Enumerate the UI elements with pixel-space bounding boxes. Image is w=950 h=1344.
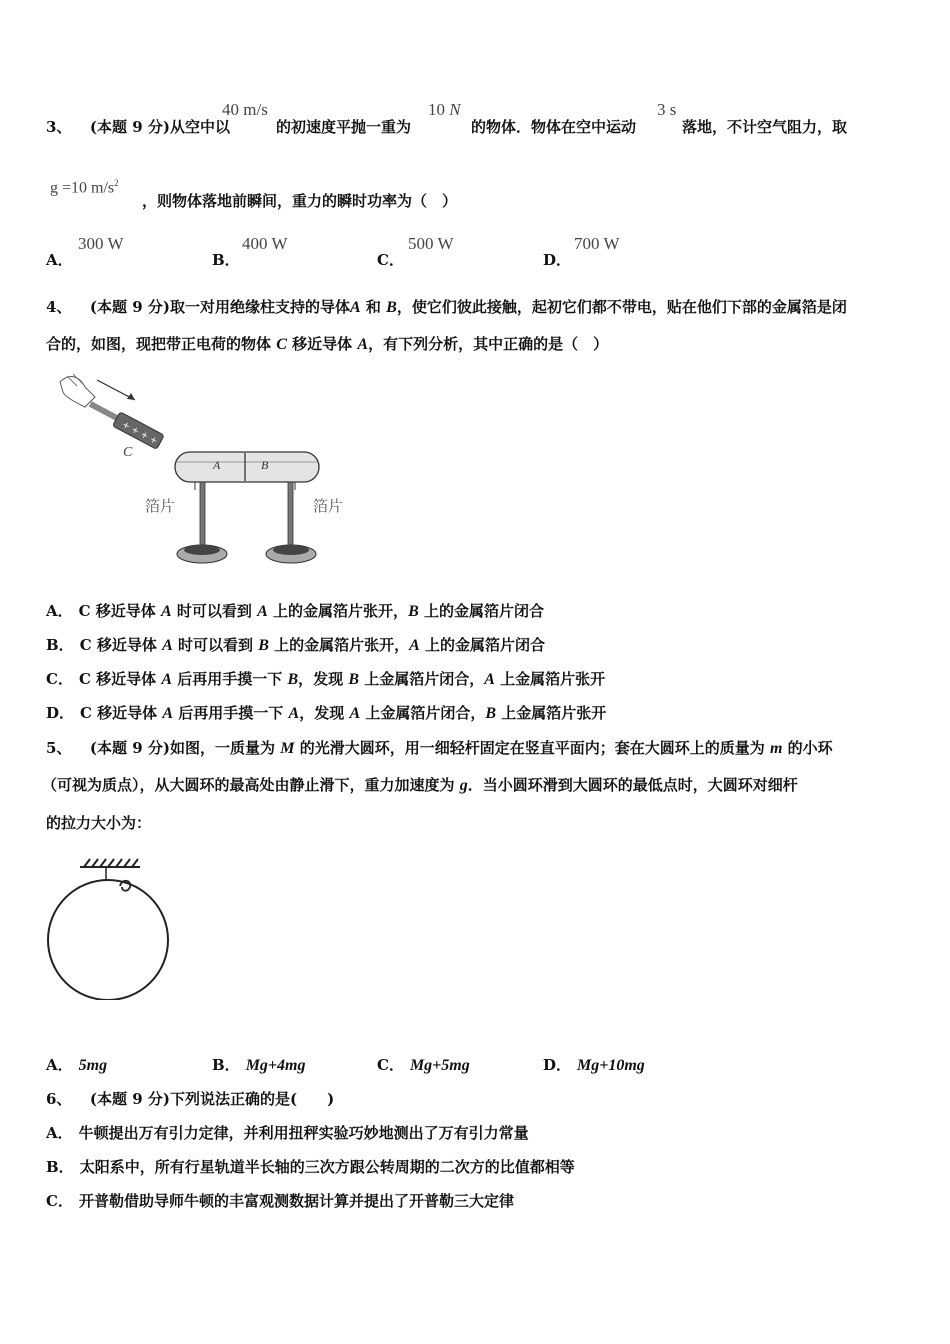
q3-g-value: g =10 m/s [50, 179, 115, 197]
q6-text-1: 下列说法正确的是( ) [169, 1090, 335, 1108]
q5-var-m: m [769, 740, 783, 757]
q5-option-b [212, 1054, 305, 1075]
q5-figure-ring [40, 850, 190, 1000]
q6-option-a-text: 牛顿提出万有引力定律，并利用扭秤实验巧妙地测出了万有引力常量 [78, 1124, 529, 1142]
q3-number: 3、 [46, 118, 72, 136]
q5-text-4: （可视为质点），从大圆环的最高处由静止滑下，重力加速度为 [42, 776, 455, 794]
q4-text-1: 取一对用绝缘柱支持的导体 [169, 298, 350, 316]
q4-option-c-part: 上金属箔片闭合， [359, 670, 485, 688]
q6-option-c [46, 1190, 514, 1211]
q4-option-a-label: A． [46, 602, 73, 620]
q4-option-a-part: 时可以看到 [171, 602, 258, 620]
q4-option-a-part: 上的金属箔片张开， [267, 602, 409, 620]
q4-option-a-var: B [408, 603, 419, 620]
q4-option-d-var: B [485, 705, 497, 722]
q4-option-b-var: A [409, 637, 420, 654]
q4-option-b-var: B [258, 637, 269, 654]
q4-var-a: A [350, 299, 361, 316]
q4-option-b-part: 时可以看到 [172, 636, 259, 654]
q4-option-c-part: 后再用手摸一下 [172, 670, 288, 688]
q4-text-2: 和 [365, 298, 381, 316]
q3-text-2: 的初速度平抛一重为 [276, 118, 412, 136]
q3-option-c-value: 500 W [408, 234, 454, 253]
q5-option-a-label: A． [46, 1056, 73, 1074]
q4-option-c-part: ，发现 [298, 670, 349, 688]
fig-label-c: C [123, 445, 133, 460]
q4-line-1 [46, 296, 847, 317]
q5-option-d-value: Mg+10mg [577, 1057, 645, 1074]
conductor-body [175, 452, 319, 482]
q5-option-d [543, 1054, 645, 1075]
fig-label-foil-left: 箔片 [145, 497, 176, 515]
q4-option-d-part: ，发现 [299, 704, 350, 722]
q4-text-3: ，使它们彼此接触，起初它们都不带电，贴在他们下部的金属箔是闭 [396, 298, 847, 316]
q4-option-d-part: 上金属箔片张开 [496, 704, 607, 722]
q5-line-3: 的拉力大小为： [46, 814, 152, 832]
q3-option-a-value: 300 W [78, 234, 124, 253]
q3-option-b-value: 400 W [242, 234, 288, 253]
svg-text:+ + + +: + + + + [120, 419, 159, 447]
q5-text-1: 如图，一质量为 [169, 739, 275, 757]
hand-icon [60, 377, 95, 407]
q5-line-2 [42, 774, 798, 795]
q5-text-5: ．当小圆环滑到大圆环的最低点时，大圆环对细杆 [467, 776, 798, 794]
q3-option-a-label: A． [46, 251, 73, 269]
q5-option-c-label: C． [377, 1056, 404, 1074]
q4-option-d-var: A [162, 705, 174, 722]
q3-text-4: 落地，不计空气阻力，取 [682, 118, 848, 136]
q3-line-1 [46, 116, 230, 137]
q6-score: (本题 9 分) [89, 1090, 170, 1108]
q4-var-c: C [276, 336, 287, 353]
q4-option-b-var: A [162, 637, 173, 654]
q4-option-a-part: C 移近导体 [78, 602, 162, 620]
q5-var-g: g [459, 777, 468, 794]
q3-option-c-label: C． [377, 251, 404, 269]
q4-option-c-label: C． [46, 670, 73, 688]
q6-option-b-label: B． [46, 1158, 74, 1176]
q6-option-a-label: A． [46, 1124, 73, 1142]
q6-option-b [46, 1156, 575, 1177]
q6-option-a [46, 1122, 529, 1143]
q3-score: (本题 9 分) [89, 118, 170, 136]
q4-var-b: B [386, 299, 397, 316]
q4-option-d-var: A [349, 705, 361, 722]
q3-formula-g [50, 178, 119, 197]
q4-option-b-part: 上的金属箔片张开， [268, 636, 410, 654]
q4-number: 4、 [46, 298, 72, 316]
q6-option-b-text: 太阳系中，所有行星轨道半长轴的三次方跟公转周期的二次方的比值都相等 [79, 1158, 575, 1176]
q6-line-1 [46, 1088, 334, 1109]
q5-number: 5、 [46, 739, 72, 757]
q4-option-c-var: A [161, 671, 173, 688]
q5-var-M: M [280, 740, 295, 757]
q5-score: (本题 9 分) [89, 739, 170, 757]
q4-option-b-part: 上的金属箔片闭合 [419, 636, 546, 654]
q3-option-d-label: D． [543, 251, 572, 269]
q3-option-d-value: 700 W [574, 234, 620, 253]
q6-number: 6、 [46, 1090, 72, 1108]
q5-option-d-label: D． [543, 1056, 572, 1074]
q4-option-d-var: A [288, 705, 300, 722]
charged-rod-c [86, 398, 164, 450]
q4-option-a-part: 上的金属箔片闭合 [418, 602, 544, 620]
q4-text-5: 移近导体 [292, 335, 353, 353]
fig-label-b: B [261, 458, 269, 472]
q5-text-3: 的小环 [787, 739, 833, 757]
q3-weight-value: 10 [428, 100, 445, 119]
q4-option-a-var: A [161, 603, 172, 620]
q4-figure-conductors [55, 372, 355, 587]
q5-line-1 [46, 737, 833, 758]
q4-option-c-part: 上金属箔片张开 [494, 670, 606, 688]
q3-text-3: 的物体．物体在空中运动 [471, 118, 637, 136]
q4-option-c-var: B [287, 671, 299, 688]
q5-option-c-value: Mg+5mg [409, 1057, 470, 1074]
q3-option-b-label: B． [212, 251, 240, 269]
q5-option-c [377, 1054, 470, 1075]
q6-option-c-label: C． [46, 1192, 73, 1210]
q3-text-5: ，则物体落地前瞬间，重力的瞬时功率为（ ） [142, 192, 458, 210]
large-ring [48, 880, 168, 1000]
q4-option-c-part: C 移近导体 [78, 670, 162, 688]
q4-text-4: 合的，如图，现把带正电荷的物体 [46, 335, 272, 353]
q4-line-2 [46, 333, 608, 354]
q3-text-1: 从空中以 [169, 118, 230, 136]
q4-option-b-part: C 移近导体 [79, 636, 163, 654]
q4-option-d-part: 后再用手摸一下 [173, 704, 289, 722]
q3-g-exponent: 2 [114, 178, 119, 188]
q4-option-c-var: B [348, 671, 360, 688]
q4-var-a-2: A [357, 336, 369, 353]
fig-label-a: A [213, 458, 221, 472]
q4-option-b [46, 634, 545, 655]
q4-option-a-var: A [257, 603, 268, 620]
fig-label-foil-right: 箔片 [313, 497, 344, 515]
q4-option-d [46, 702, 606, 723]
q3-weight-unit: N [449, 100, 461, 119]
q4-text-6: ，有下列分析，其中正确的是（ ） [368, 335, 609, 353]
q3-formula-time: 3 s [657, 100, 677, 119]
q5-option-a [46, 1054, 107, 1075]
q3-formula-weight [428, 100, 461, 120]
q4-option-c-var: A [484, 671, 495, 688]
q4-option-d-label: D． [46, 704, 75, 722]
q4-option-c [46, 668, 605, 689]
q5-text-2: 的光滑大圆环，用一细轻杆固定在竖直平面内；套在大圆环上的质量为 [299, 739, 765, 757]
q5-option-a-value: 5mg [78, 1057, 108, 1074]
q5-option-b-value: Mg+4mg [245, 1057, 306, 1074]
q4-score: (本题 9 分) [89, 298, 170, 316]
q6-option-c-text: 开普勒借助导师牛顿的丰富观测数据计算并提出了开普勒三大定律 [78, 1192, 514, 1210]
q4-option-b-label: B． [46, 636, 74, 654]
q3-formula-velocity: 40 m/s [222, 100, 268, 119]
q5-option-b-label: B． [212, 1056, 240, 1074]
q4-option-a [46, 600, 544, 621]
q4-option-d-part: C 移近导体 [80, 704, 163, 722]
q4-option-d-part: 上金属箔片闭合， [360, 704, 486, 722]
